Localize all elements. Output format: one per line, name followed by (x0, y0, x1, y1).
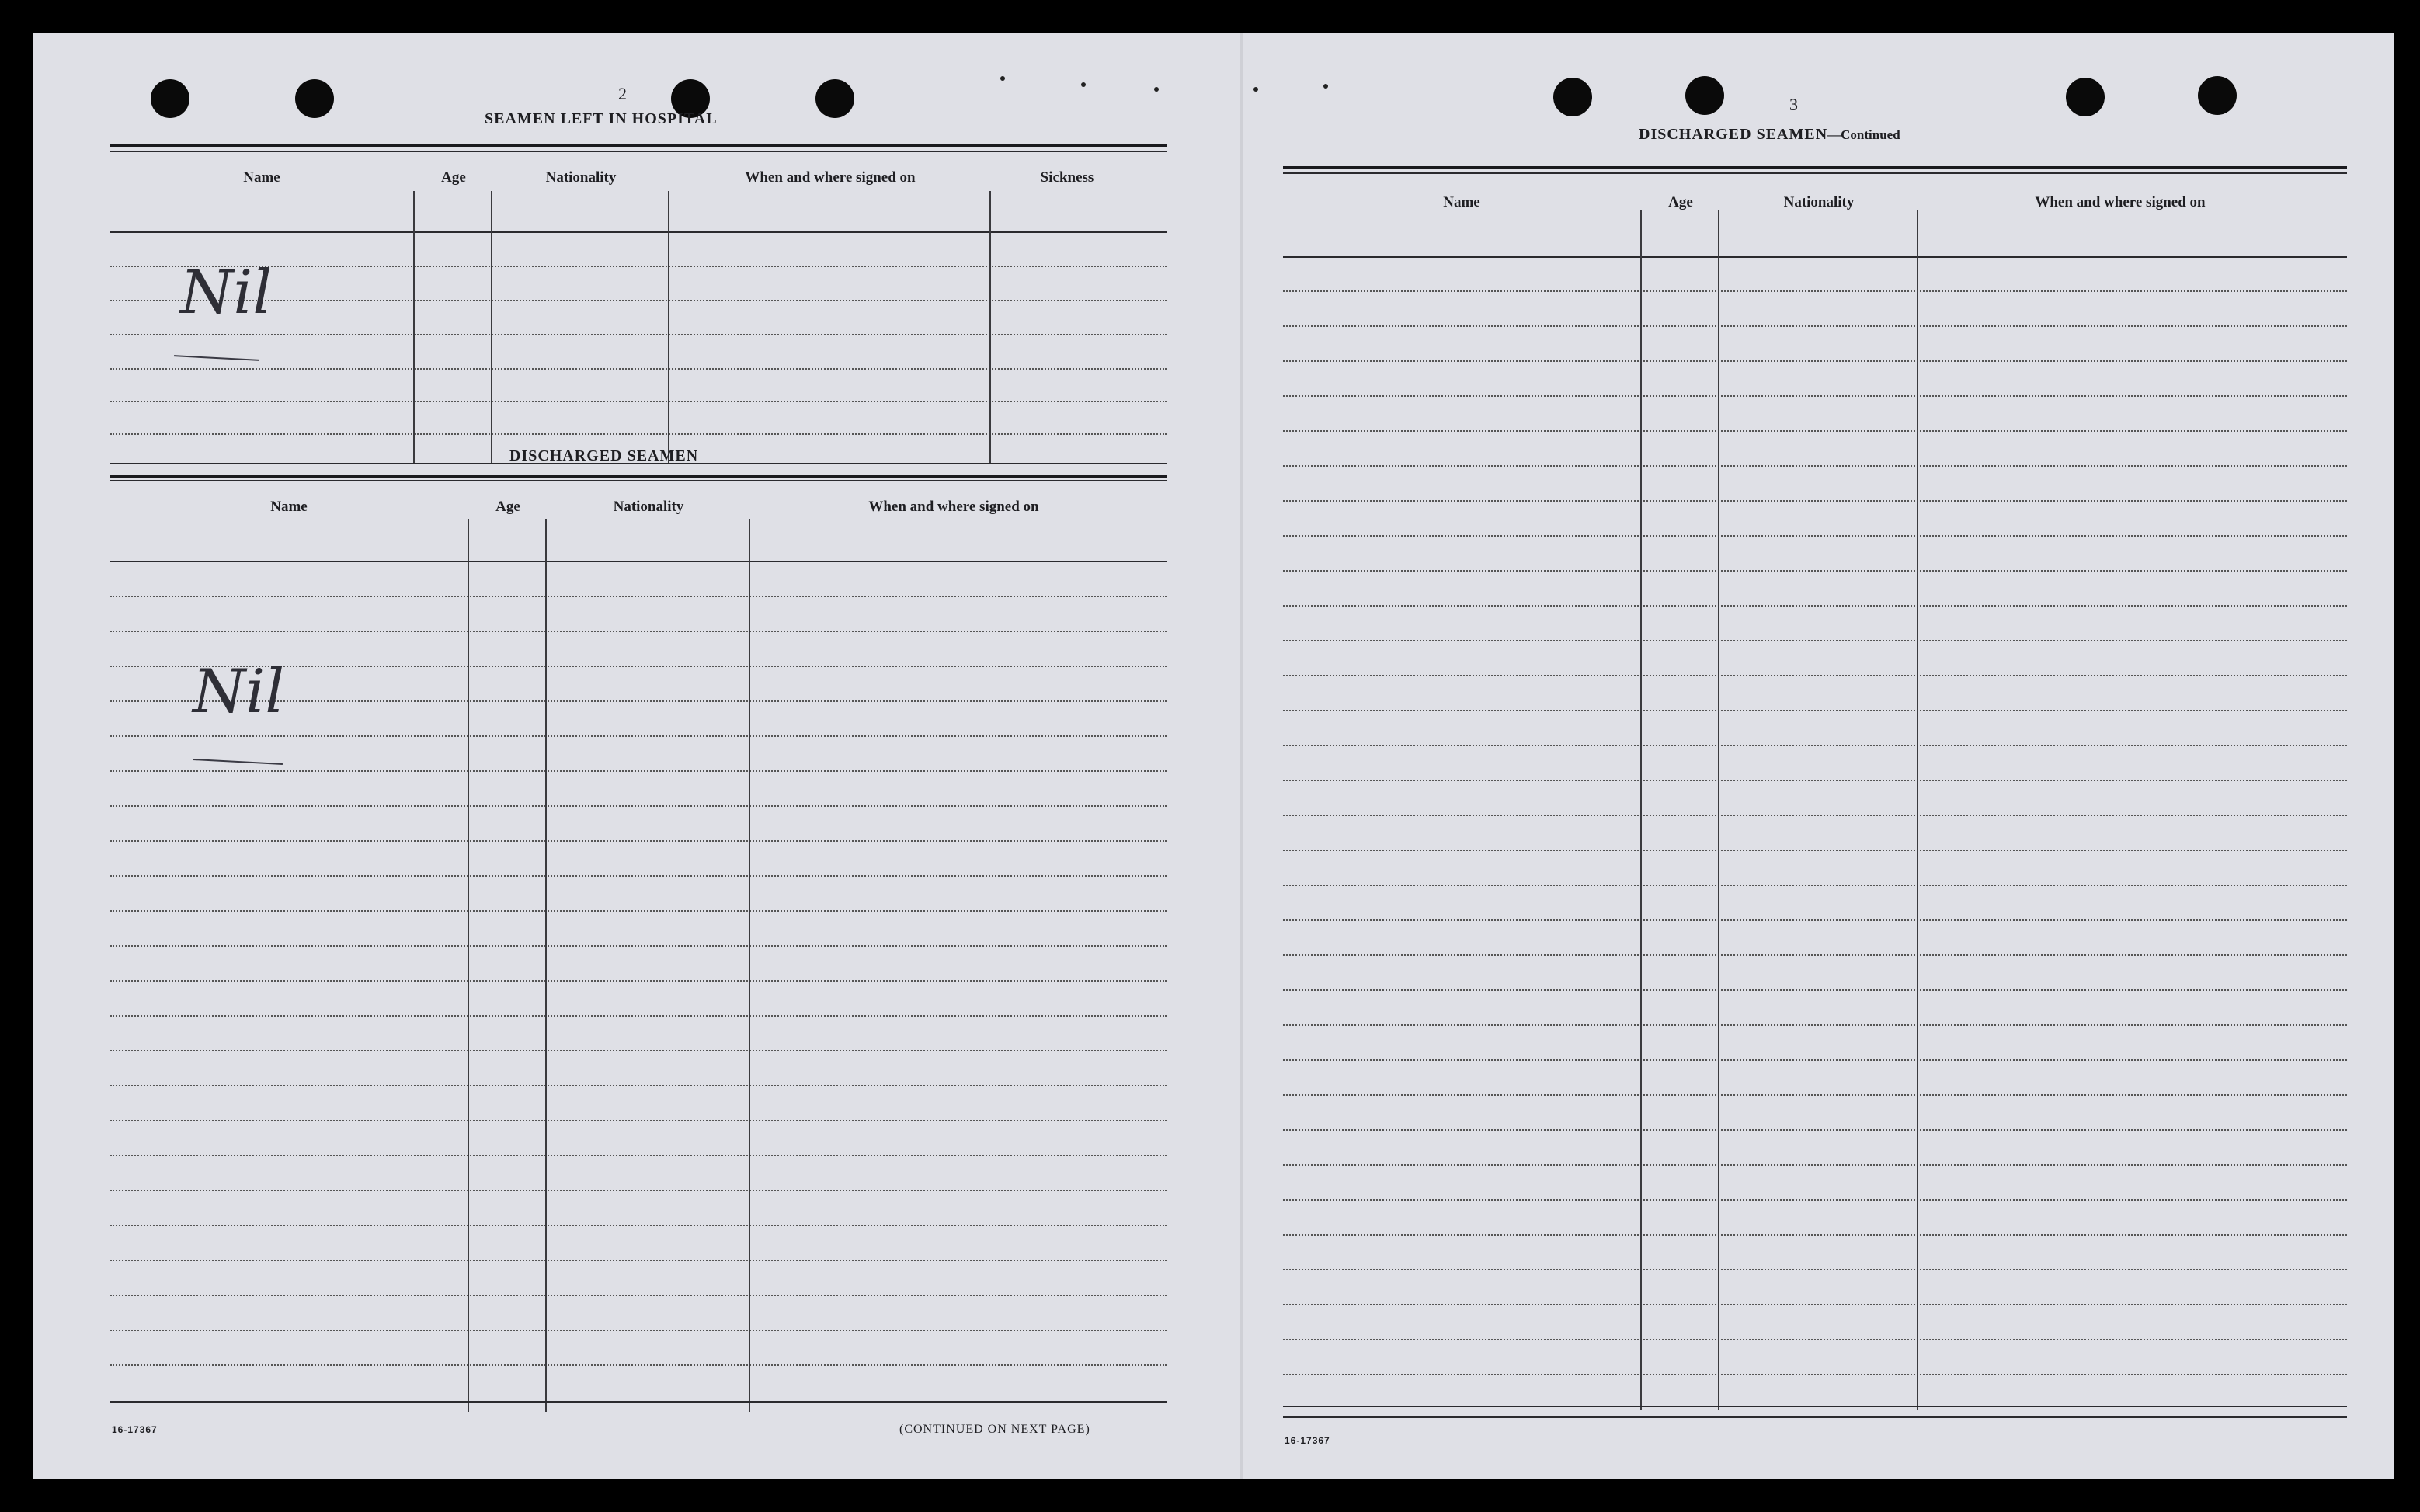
handwritten-nil: Nil (193, 657, 285, 727)
col-header-age: Age (1668, 194, 1693, 210)
title-main: DISCHARGED SEAMEN (1639, 126, 1828, 143)
discharged-continued-title (1639, 126, 1900, 144)
col-header-nationality: Nationality (613, 499, 684, 515)
col-header-signed-on: When and where signed on (745, 169, 916, 186)
page-number: 2 (618, 84, 627, 103)
punch-hole (2066, 78, 2105, 116)
col-header-nationality: Nationality (1783, 194, 1855, 210)
page-fold (1240, 33, 1243, 1479)
punch-hole (2198, 76, 2237, 115)
punch-hole (1685, 76, 1724, 115)
speck (1253, 87, 1258, 92)
speck (1000, 76, 1005, 81)
discharged-section-title: DISCHARGED SEAMEN (509, 447, 699, 464)
form-number: 16-17367 (112, 1424, 158, 1435)
document-sheet (33, 33, 2394, 1479)
punch-hole (815, 79, 854, 118)
punch-hole (295, 79, 334, 118)
punch-hole (1553, 78, 1592, 116)
col-header-nationality: Nationality (545, 169, 617, 186)
col-header-name: Name (243, 169, 280, 186)
discharged-table-left (110, 475, 1167, 1416)
discharged-table-right (1283, 166, 2347, 1424)
handwritten-nil: Nil (180, 258, 273, 328)
continued-note: (CONTINUED ON NEXT PAGE) (899, 1423, 1090, 1436)
col-header-name: Name (1443, 194, 1480, 210)
speck (1081, 82, 1086, 87)
form-number: 16-17367 (1285, 1435, 1330, 1446)
col-header-age: Age (495, 499, 520, 515)
col-header-sickness: Sickness (1040, 169, 1094, 186)
title-suffix: —Continued (1827, 127, 1900, 142)
hospital-section-title: SEAMEN LEFT IN HOSPITAL (485, 110, 718, 127)
col-header-signed-on: When and where signed on (868, 499, 1039, 515)
speck (1323, 84, 1328, 89)
speck (1154, 87, 1159, 92)
col-header-age: Age (441, 169, 466, 186)
col-header-signed-on: When and where signed on (2035, 194, 2206, 210)
col-header-name: Name (270, 499, 308, 515)
punch-hole (151, 79, 189, 118)
page-number: 3 (1789, 95, 1798, 114)
